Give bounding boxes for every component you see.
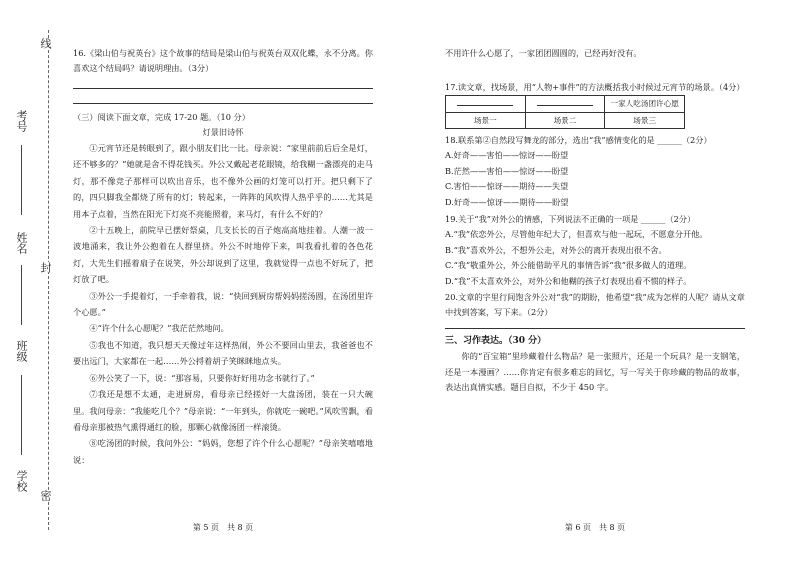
q19-text: 19.关于“我”对外公的情感，下列说法不正确的一项是 ______（2分） [445,214,696,224]
answer-line[interactable] [73,103,373,104]
scene-table [445,95,685,129]
page-number-left: 第 5 页 共 8 页 [192,523,254,532]
q19-option-c[interactable]: C.“我”敬重外公，外公能借助平凡的事情告诉“我”很多做人的道理。 [445,260,692,271]
question-17 [445,80,745,129]
q18-option-d[interactable]: D.好奇——惊讶——期待——盼望 [445,196,569,207]
answer-line[interactable] [73,88,373,89]
composition-section [445,334,745,396]
cut-line [48,30,49,530]
article-continuation: 不用许什么心愿了，一家团团圆圆的，已经再好没有。 [445,48,642,58]
paragraph-4: ④“许个什么心愿呢？”我茫茫然地问。 [89,323,229,334]
section-3-heading: （三）阅读下面文章，完成 17-20 题。（10 分） [73,112,250,122]
paragraph-8: ⑧吃汤团的时候，我问外公：“妈妈，您想了许个什么心愿呢？”母亲笑嘻嘻地说： [73,438,373,465]
cut-mark-seal: 封 [39,262,52,273]
q19-option-a[interactable]: A.“我”依恋外公，尽管他年纪大了，但喜欢与他一起玩，不愿意分开他。 [445,229,708,240]
name-field[interactable] [21,265,22,325]
q18-option-a[interactable]: A.好奇——害怕——惊讶——盼望 [445,150,569,161]
q19-option-d[interactable]: D.“我”不太喜欢外公，对外公和他糊的孩子灯表现出看不惯的样子。 [445,275,692,286]
q18-option-c[interactable]: C.害怕——惊讶——期待——失望 [445,181,569,192]
answer-line[interactable] [445,328,745,329]
article-title: 灯景旧诗怀 [202,127,244,138]
paragraph-7: ⑦我还是想不太通，走进厨房，看母亲已经搓好一大盘汤团，装在一只大碗里。我问母亲：“我能吃几个？”母亲说：“一年到头，你就吃一碗吧。”风吹雪飘，看看母亲那被热气熏得通红的脸，那颗心就像汤团一样滚烫。 [73,389,373,432]
exam-number-field[interactable] [21,145,22,215]
scene-2-answer[interactable] [525,96,605,112]
binding-margin [0,0,62,561]
scene-3-given: 一家人吃汤团许心愿 [605,96,685,112]
q18-text: 18.联系第②自然段写舞龙的部分，选出“我”感情变化的是 ______（2分） [445,135,712,145]
question-16 [73,46,373,77]
label-school: 学校 [15,470,28,492]
article-body [73,140,373,515]
paragraph-2: ②十五晚上，前院早已摆好祭桌，几支长长的百子炮高高地挂着。人潮一波一波地涌来，我让外公抱着在人群里挤。外公不时地停下来，叫我看扎着的各色花灯，大先生们摇着扇子在说笑，外公却说到了这里，我就觉得一点也不好玩了，把灯放了吧。 [73,225,373,285]
paragraph-1: ①元宵节还是转眼到了，跟小朋友们比一比。母亲说：“家里前前后后全是灯，还不够多的？”她就是舍不得花钱买。外公又戴起老花眼镜，给我糊一盏漂亮的走马灯，那不像竞子那样可以吹出音乐，也不像外公画的灯笼可以打开。把只剩下了的，四只脚我全都烧了所有的灯；转起来，一阵阵的风吹得人热乎乎的……尤其是用本子点着，当然在阳光下灯亮不亮能照着，来马灯，有什么不好的？ [73,143,373,219]
cut-mark-line: 线 [39,38,52,49]
q19-option-b[interactable]: B.“我”喜欢外公，不想外公走，对外公的离开表现出很不舍。 [445,244,667,255]
label-exam-number: 考号 [15,110,28,132]
cut-mark-secret: 密 [39,490,52,501]
q17-text: 17.读文章，找场景，用“人物+事件”的方法概括我小时候过元宵节的场景。（4分） [445,82,745,92]
question-18 [445,133,745,210]
scene-header-3: 场景三 [605,112,685,128]
composition-prompt: 你的“百宝箱”里珍藏着什么物品？是一张照片，还是一个玩具？是一支钢笔，还是一本漫画？……你肯定有很多难忘的回忆，写一写关于你珍藏的物品的故事，表达出真情实感。题目自拟，不少于 450 字。 [445,351,745,393]
paragraph-5: ⑤我也不知道，我只想天天像过年这样热闹，外公不要回山里去，我爸爸也不要出远门，大家都在一起……外公捋着胡子笑眯眯地点头。 [73,339,373,367]
label-class: 班级 [15,340,28,362]
q20-text: 20.文章的字里行间饱含外公对“我”的期盼，他希望“我”成为怎样的人呢？请从文章中找到答案，写下来。（2分） [445,292,745,318]
q16-number: 16. [73,48,87,58]
paragraph-6: ⑥外公笑了一下，说：“那容易，只要你好好用功念书就行了。” [89,372,315,383]
page-6 [445,0,745,561]
scene-header-1: 场景一 [446,112,526,128]
paragraph-3: ③外公一手提着灯，一手牵着我，说：“快回到厨房帮妈妈搓汤圆，在汤团里许个心愿。” [73,290,373,318]
label-name: 姓名 [15,232,28,254]
q16-text: 《梁山伯与祝英台》这个故事的结局是梁山伯与祝英台双双化蝶，永不分离。你喜欢这个结局吗？请说明理由。（3分） [73,48,373,74]
scene-header-2: 场景二 [525,112,605,128]
section-composition-heading: 三、习作表达。（30 分） [445,336,547,346]
q18-option-b[interactable]: B.茫然——害怕——惊讶——盼望 [445,165,569,176]
question-20 [445,290,745,321]
page-5 [73,0,373,561]
class-field[interactable] [21,375,22,455]
question-19 [445,212,745,289]
page-number-right: 第 6 页 共 8 页 [564,523,626,532]
scene-1-answer[interactable] [446,96,526,112]
